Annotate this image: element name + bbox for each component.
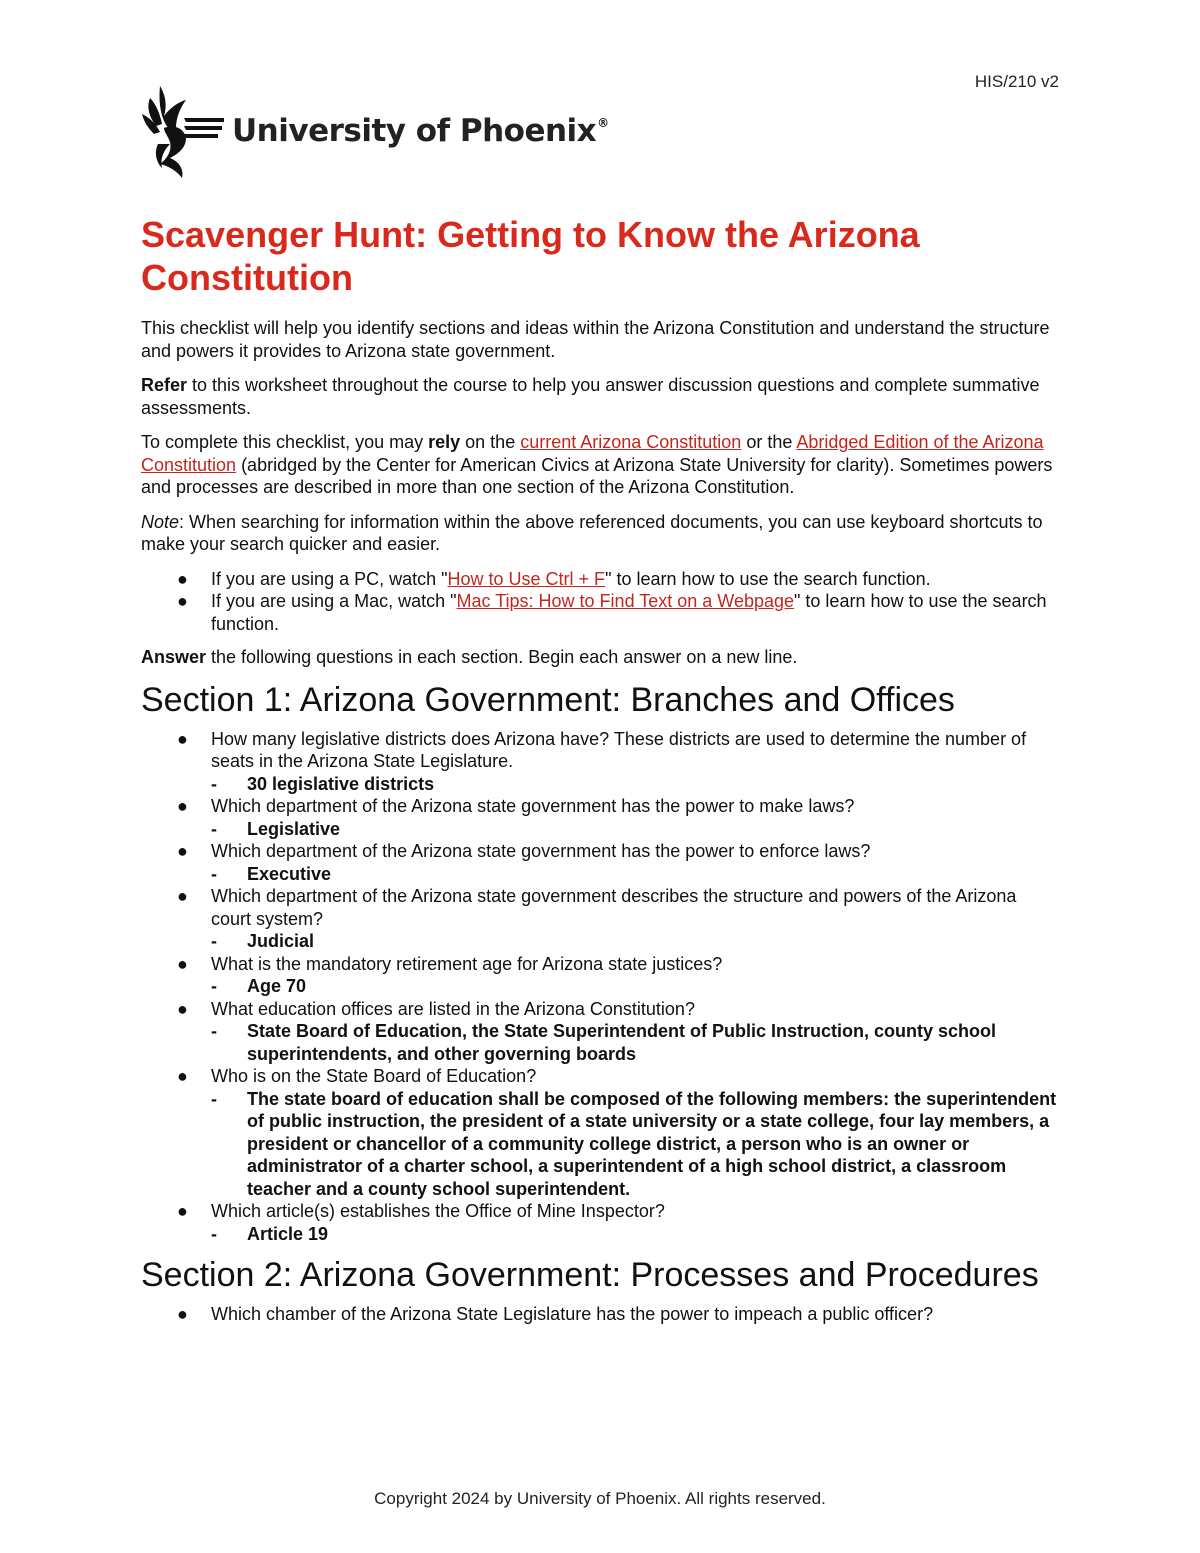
search-tips-list xyxy=(141,568,1061,636)
current-constitution-link[interactable]: current Arizona Constitution xyxy=(520,432,742,452)
document-code: HIS/210 v2 xyxy=(974,72,1059,91)
section-2-questions xyxy=(141,1303,1061,1326)
section-2-title: Section 2: Arizona Government: Processes and Procedures xyxy=(141,1256,1039,1294)
dash-icon: - xyxy=(211,1021,217,1041)
rely-text-c: or the xyxy=(741,432,797,452)
answer-line xyxy=(211,1223,1061,1246)
dash-icon: - xyxy=(211,863,217,884)
tip-text-before: If you are using a Mac, watch " xyxy=(211,591,457,611)
bullet-icon: ● xyxy=(177,796,188,816)
intro-paragraph: This checklist will help you identify sections and ideas within the Arizona Constitution and understand the structure and powers it provides to Arizona state government. xyxy=(141,318,1050,361)
bullet-icon: ● xyxy=(177,953,188,974)
question-text: Which article(s) establishes the Office of Mine Inspector? xyxy=(211,1201,665,1221)
dash-icon: - xyxy=(211,1088,217,1109)
question-text: How many legislative districts does Arizona have? These districts are used to determine the number of seats in the Arizona State Legislature. xyxy=(211,728,1027,771)
question-text: Which department of the Arizona state government has the power to make laws? xyxy=(211,796,855,816)
ctrl-f-video-link[interactable]: How to Use Ctrl + F xyxy=(447,568,606,589)
tip-text-after: " to learn how to use the search function. xyxy=(211,591,1047,634)
list-item xyxy=(141,1065,1061,1200)
rely-paragraph xyxy=(141,431,1061,499)
list-item xyxy=(141,1200,1061,1245)
document-body xyxy=(141,213,1061,1337)
list-item xyxy=(141,590,1061,635)
list-item xyxy=(141,885,1061,953)
answer-text: The state board of education shall be composed of the following members: the superintendent of public instruction, the president of a state university or a state college, four lay members, a president or chancellor of a community college district, a person who is an owner or administrator of a charter school, a superintendent of a high school district, a classroom teacher and a county school superintendent. xyxy=(247,1088,1057,1199)
abridged-constitution-link[interactable]: Abridged Edition of the Arizona Constitution xyxy=(141,432,1044,475)
answer-line xyxy=(211,930,1061,953)
question-text: Which department of the Arizona state government describes the structure and powers of the Arizona court system? xyxy=(211,886,1017,929)
answer-text: Executive xyxy=(247,863,332,884)
dash-icon: - xyxy=(211,931,217,951)
question-text: Who is on the State Board of Education? xyxy=(211,1066,537,1086)
dash-icon: - xyxy=(211,1223,217,1244)
answer-bold: Answer xyxy=(141,647,207,667)
answer-line xyxy=(211,863,1061,886)
rely-text-d: (abridged by the Center for American Civics at Arizona State University for clarity). Sometimes powers and processes are described in more than one section of the Arizona Constitution. xyxy=(141,454,1053,497)
answer-text: the following questions in each section. Begin each answer on a new line. xyxy=(206,647,798,667)
list-item xyxy=(141,998,1061,1066)
answer-line xyxy=(211,975,1061,998)
answer-line xyxy=(211,1088,1061,1201)
answer-text: State Board of Education, the State Superintendent of Public Instruction, county school superintendents, and other governing boards xyxy=(247,1021,997,1064)
bullet-icon: ● xyxy=(177,728,188,749)
list-item xyxy=(141,568,1061,591)
bullet-icon: ● xyxy=(177,886,188,906)
note-label: Note xyxy=(141,511,180,532)
bullet-icon: ● xyxy=(177,568,188,589)
list-item xyxy=(141,953,1061,998)
rely-text-a: To complete this checklist, you may xyxy=(141,432,429,452)
answer-text: 30 legislative districts xyxy=(247,773,435,794)
bullet-icon: ● xyxy=(177,998,188,1019)
refer-paragraph xyxy=(141,374,1061,419)
dash-icon: - xyxy=(211,773,217,794)
bullet-icon: ● xyxy=(177,591,188,611)
answer-text: Judicial xyxy=(247,931,315,951)
list-item xyxy=(141,840,1061,885)
bullet-icon: ● xyxy=(177,841,188,861)
mac-find-text-video-link[interactable]: Mac Tips: How to Find Text on a Webpage xyxy=(456,591,795,611)
answer-instructions xyxy=(141,646,1061,669)
bullet-icon: ● xyxy=(177,1201,188,1221)
list-item xyxy=(141,1303,1061,1326)
university-name xyxy=(232,113,609,149)
question-text: Which chamber of the Arizona State Legislature has the power to impeach a public officer? xyxy=(211,1304,934,1324)
list-item xyxy=(141,795,1061,840)
answer-line xyxy=(211,1020,1061,1065)
section-1-questions xyxy=(141,728,1061,1246)
refer-text: to this worksheet throughout the course to help you answer discussion questions and complete summative assessments. xyxy=(141,375,1040,418)
answer-text: Legislative xyxy=(247,818,341,839)
bullet-icon: ● xyxy=(177,1066,188,1086)
answer-line xyxy=(211,773,1061,796)
dash-icon: - xyxy=(211,976,217,996)
list-item xyxy=(141,728,1061,796)
question-text: Which department of the Arizona state government has the power to enforce laws? xyxy=(211,841,871,861)
rely-bold: rely xyxy=(428,432,461,452)
rely-text-b: on the xyxy=(460,432,521,452)
university-logo xyxy=(140,84,609,180)
section-1-title: Section 1: Arizona Government: Branches and Offices xyxy=(141,680,955,719)
refer-bold: Refer xyxy=(141,375,188,395)
answer-text: Age 70 xyxy=(247,976,307,996)
bullet-icon: ● xyxy=(177,1304,188,1324)
answer-line xyxy=(211,818,1061,841)
note-paragraph xyxy=(141,511,1061,556)
registered-mark: ® xyxy=(597,116,609,130)
dash-icon: - xyxy=(211,818,217,839)
university-name-text: University of Phoenix xyxy=(232,113,597,149)
note-text: : When searching for information within the above referenced documents, you can use keyboard shortcuts to make your search quicker and easier. xyxy=(141,511,1043,554)
copyright-footer: Copyright 2024 by University of Phoenix. All rights reserved. xyxy=(374,1489,826,1508)
question-text: What education offices are listed in the Arizona Constitution? xyxy=(211,998,695,1019)
answer-text: Article 19 xyxy=(247,1223,329,1244)
phoenix-bird-icon xyxy=(140,84,226,180)
tip-text-before: If you are using a PC, watch " xyxy=(211,568,448,589)
tip-text-after: " to learn how to use the search function. xyxy=(605,568,931,589)
question-text: What is the mandatory retirement age for Arizona state justices? xyxy=(211,953,723,974)
page-title: Scavenger Hunt: Getting to Know the Arizona Constitution xyxy=(141,214,920,298)
